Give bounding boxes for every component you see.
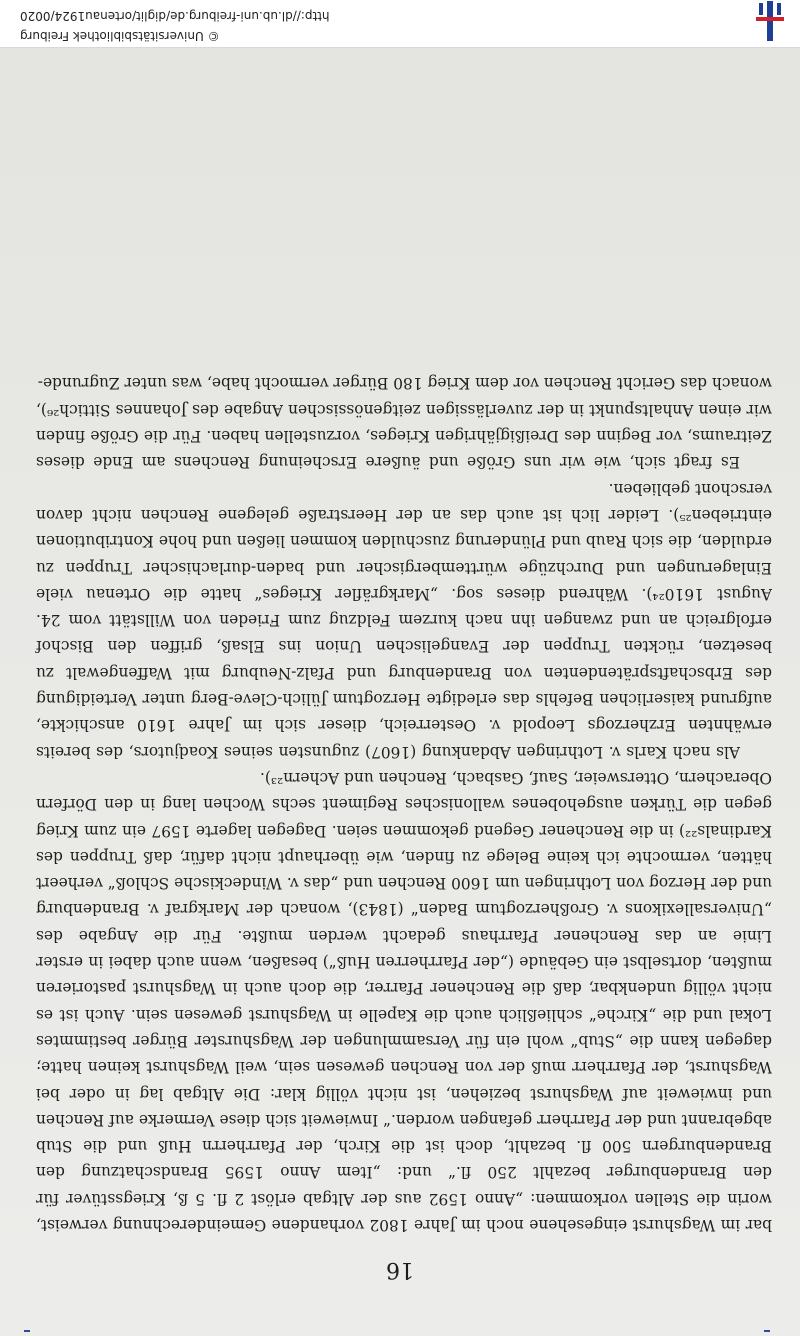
ub-freiburg-logo [750, 1, 790, 41]
scan-edge-mark [24, 1330, 30, 1332]
viewer-header [0, 0, 800, 48]
scan-edge-mark [764, 1330, 770, 1332]
paragraph: Als nach Karls v. Lothringen Abdankung (1607) zugunsten seines Koadjutors, des bereits erwähnten Erzherzogs Leopold v. Oesterreich, dieser sich im Jahre 1610 anschickte, aufgrund kaiserlichen Befehls das erledigte Herzogtum Jülich-Cleve-Berg unter Verteidigung des Erbschaftsprätendenten von Brandenburg und Pfalz-Neuburg mit Waffengewalt zu besetzen, rückten Truppen der Evangelischen Union ins Elsaß, griffen den Bischof erfolgreich an und zwangen ihn nach kurzem Feldzug zum Frieden von Willstätt vom 24. August 1610²⁴). Während dieses sog. „Markgräfler Krieges“ hatte die Ortenau viele Einlagerungen und Durchzüge württembergischer und baden-durlachischer Truppen zu erdulden, die sich Raub und Plünderung zuschulden kommen ließen und hohe Kontributionen eintrieben²⁵). Leider lich ist auch das an der Heerstraße gelegene Renchen nicht davon verschont geblieben. [36, 479, 772, 761]
page-number: 16 [386, 1257, 414, 1282]
document-url[interactable]: http://dl.ub.uni-freiburg.de/diglit/ortenau1924/0020 [20, 9, 330, 23]
paragraph: bar im Wagshurst eingesehene noch im Jahre 1802 vorhandene Gemeinderechnung verweist, worin die Stellen vorkommen: „Anno 1592 aus der Altgab erlöst 2 fl. 5 ß, Kriegsstüver für den Brandenburger bezahlt 250 fl.“ und: „Item Anno 1595 Brandschatzung den Brandenburgern 500 fl. bezahlt, doch ist die Kirch, der Pfarrherrn Huß und die Stub abgebrannt und der Pfarrherr gefangen worden.“ Inwieweit sich diese Vermerke auf Renchen und inwieweit auf Wagshurst beziehen, ist nicht völlig klar: Die Altgab lag in oder bei Wagshurst, der Pfarrherr muß der von Renchen gewesen sein, weil Wagshurst keinen hatte; dagegen kann die „Stub“ wohl ein für Versammlungen der Wagshurster Bürger bestimmtes Lokal und die „Kirche“ schließlich auch die Kapelle in Wagshurst gewesen sein. Auch ist es nicht völlig undenkbar, daß die Renchener Pfarrer, die doch auch in Wagshurst pastorieren mußten, dortselbst ein Gebäude („der Pfarrherren Huß“) besaßen, wenn auch dabei in erster Linie an das Renchener Pfarrhaus gedacht werden mußte. Für die Angabe des „Universallexikons v. Großherzogtum Baden“ (1843), wonach der Markgraf v. Brandenburg und der Herzog von Lothringen um 1600 Renchen und „das v. Windeckische Schloß“ verheert hätten, vermochte ich keine Belege zu finden, wie überhaupt nicht dafür, daß Truppen des Kardinals²²) in die Renchener Gegend gekommen seien. Dagegen lagerte 1597 ein zum Krieg gegen die Türken ausgehobenes wallonisches Regiment sechs Wochen lang in den Dörfern Oberachern, Ottersweier, Sauf, Gasbach, Renchen und Achern²³). [36, 768, 772, 1234]
copyright-notice: © Universitätsbibliothek Freiburg [20, 29, 220, 43]
body-text [36, 370, 772, 1238]
paragraph: Es fragt sich, wie wir uns Größe und äußere Erscheinung Renchens am Ende dieses Zeitraums, vor Beginn des Dreißigjährigen Krieges, vorzustellen haben. Für die Größe finden wir einen Anhaltspunkt in der zuverlässigen zeitgenössischen Angabe des Johannes Sittich²⁶), wonach das Gericht Renchen vor dem Krieg 180 Bürger vermocht habe, was unter Zugrunde- [36, 374, 772, 472]
